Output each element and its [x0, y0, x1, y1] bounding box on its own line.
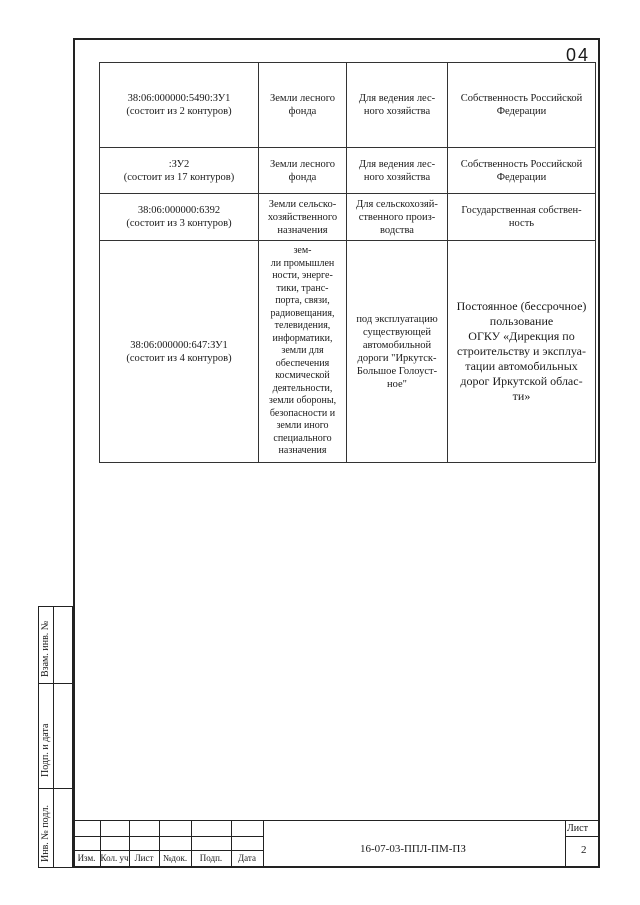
stamp-header-docnum: №док. [162, 853, 188, 863]
table-row [100, 194, 596, 241]
signature-date-label: Подп. и дата [40, 723, 51, 777]
land-category-cell: Земли лесного фонда [259, 63, 347, 148]
title-block [73, 820, 600, 868]
corner-number: 04 [566, 45, 591, 65]
cadastral-number-cell: 38:06:000000:5490:ЗУ1 (состоит из 2 контуров) [100, 63, 259, 148]
table-row [100, 148, 596, 194]
table-row [100, 63, 596, 148]
document-code: 16-07-03-ППЛ-ПМ-ПЗ [360, 843, 466, 855]
stamp-header-date: Дата [238, 853, 256, 863]
stamp-header-change: Изм. [77, 853, 96, 863]
stamp-header-count: Кол. уч [100, 853, 129, 863]
right-type-cell: Собственность Российской Федерации [448, 63, 596, 148]
right-type-cell: Постоянное (бессрочное) пользование ОГКУ «Дирекция по строительству и эксплуа- тации автомобильных дорог Иркутской облас- ти» [448, 241, 596, 463]
side-approval-strip [38, 606, 73, 868]
stamp-header-signature: Подп. [199, 853, 223, 863]
right-type-cell: Государственная собствен- ность [448, 194, 596, 241]
right-type-cell: Собственность Российской Федерации [448, 148, 596, 194]
cadastral-number-cell: 38:06:000000:647:ЗУ1 (состоит из 4 контуров) [100, 241, 259, 463]
permitted-use-cell: Для ведения лес- ного хозяйства [347, 148, 448, 194]
sheet-number: 2 [581, 844, 587, 856]
permitted-use-cell: Для ведения лес- ного хозяйства [347, 63, 448, 148]
cadastral-number-cell: :ЗУ2 (состоит из 17 контуров) [100, 148, 259, 194]
permitted-use-cell: под эксплуатацию существующей автомобильной дороги "Иркутск- Большое Голоуст- ное" [347, 241, 448, 463]
table-row [100, 241, 596, 463]
land-category-cell: Земли сельско- хозяйственного назначения [259, 194, 347, 241]
stamp-header-sheet: Лист [134, 853, 154, 863]
land-category-cell: Земли лесного фонда [259, 148, 347, 194]
cadastral-number-cell: 38:06:000000:6392 (состоит из 3 контуров) [100, 194, 259, 241]
land-category-cell: зем- ли промышлен ности, энерге- тики, транс- порта, связи, радиовещания, телевидения, информатики, земли для обеспечения космической деятельности, земли обороны, безопасности и земли иного специального назначения [259, 241, 347, 463]
permitted-use-cell: Для сельскохозяй- ственного произ- водства [347, 194, 448, 241]
land-plots-table [99, 62, 596, 463]
sheet-label: Лист [567, 823, 588, 834]
inventory-number-label: Инв. № подл. [40, 805, 51, 862]
replacement-inventory-label: Взам. инв. № [40, 620, 51, 677]
